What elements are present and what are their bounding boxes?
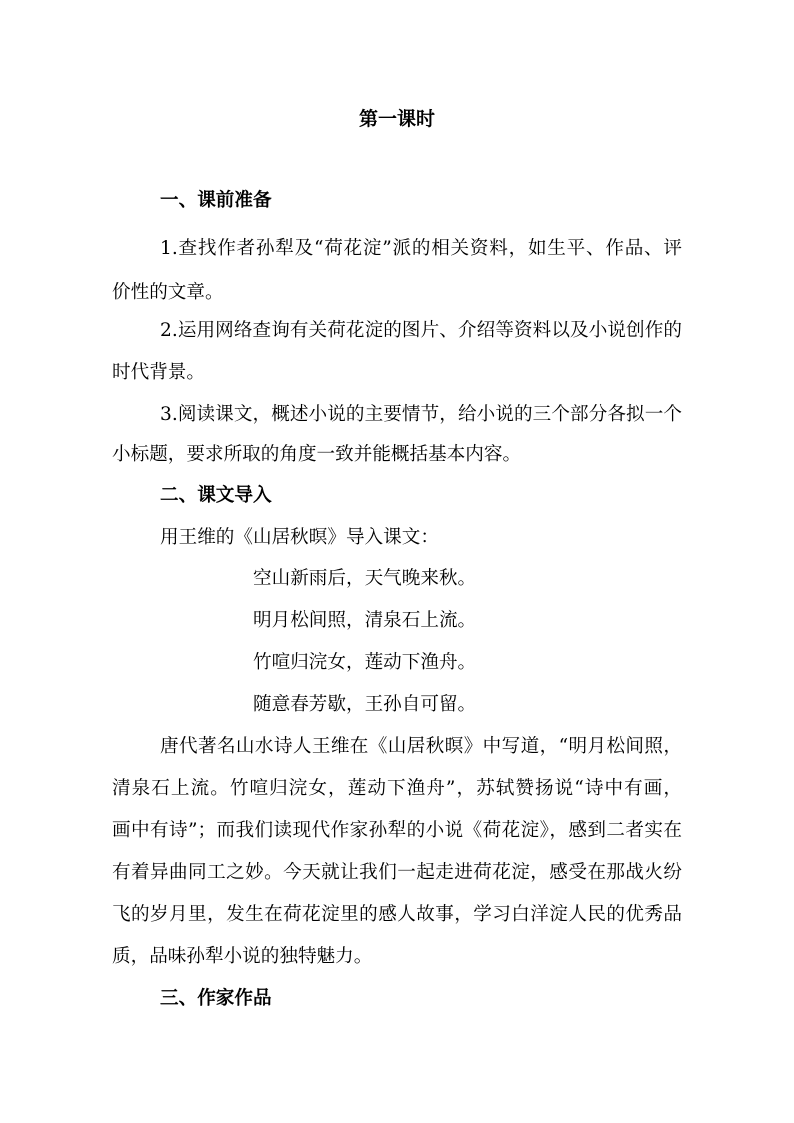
paragraph-line: 3.阅读课文，概述小说的主要情节，给小说的三个部分各拟一个 (160, 404, 682, 425)
section-heading-introduction: 二、课文导入 (160, 485, 272, 506)
paragraph-line: 唐代著名山水诗人王维在《山居秋暝》中写道，“明月松间照， (160, 736, 682, 757)
paragraph-line: 质，品味孙犁小说的独特魅力。 (112, 946, 373, 967)
section-heading-author-works: 三、作家作品 (160, 988, 272, 1009)
paragraph-line: 时代背景。 (112, 362, 205, 383)
page-title: 第一课时 (358, 108, 435, 130)
paragraph-line: 用王维的《山居秋暝》导入课文： (160, 527, 439, 548)
paragraph-line: 画中有诗”；而我们读现代作家孙犁的小说《荷花淀》，感到二者实在 (112, 820, 682, 841)
paragraph-line: 清泉石上流。竹喧归浣女，莲动下渔舟”，苏轼赞扬说“诗中有画， (112, 778, 682, 799)
paragraph-line: 价性的文章。 (112, 282, 224, 303)
paragraph-line: 有着异曲同工之妙。今天就让我们一起走进荷花淀，感受在那战火纷 (112, 862, 682, 883)
poem-line: 竹喧归浣女，莲动下渔舟。 (253, 652, 477, 673)
paragraph-line: 1.查找作者孙犁及“荷花淀”派的相关资料，如生平、作品、评 (160, 238, 682, 259)
poem-line: 随意春芳歇，王孙自可留。 (253, 694, 477, 715)
poem-line: 空山新雨后，天气晚来秋。 (253, 568, 477, 589)
paragraph-line: 飞的岁月里，发生在荷花淀里的感人故事，学习白洋淀人民的优秀品 (112, 904, 682, 925)
paragraph-line: 小标题，要求所取的角度一致并能概括基本内容。 (112, 444, 522, 465)
section-heading-preparation: 一、课前准备 (160, 190, 272, 211)
poem-line: 明月松间照，清泉石上流。 (253, 610, 477, 631)
paragraph-line: 2.运用网络查询有关荷花淀的图片、介绍等资料以及小说创作的 (160, 320, 682, 341)
